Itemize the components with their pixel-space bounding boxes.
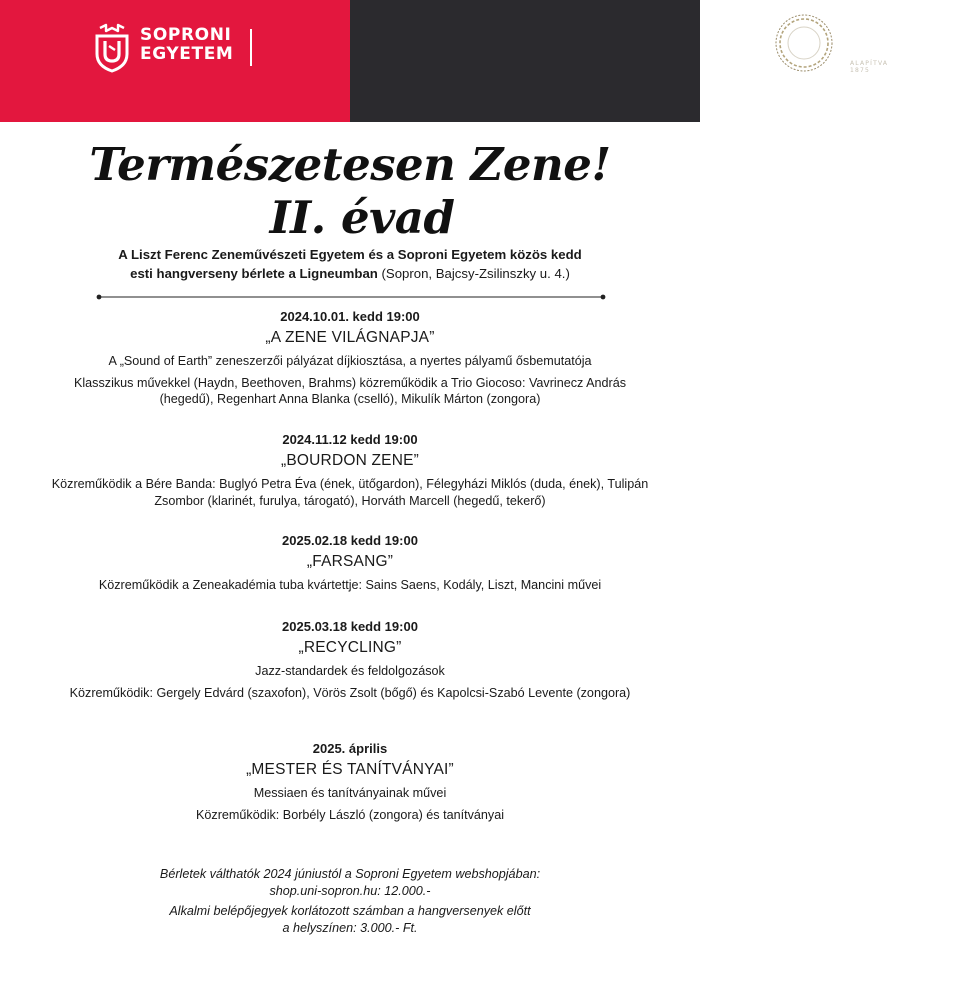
single-ticket-line-1: Alkalmi belépőjegyek korlátozott számban a hangversenyek előtt bbox=[169, 904, 531, 918]
title-part-2: II. évad bbox=[269, 191, 455, 244]
event-title: „A ZENE VILÁGNAPJA” bbox=[265, 329, 435, 346]
laurel-wreath-logo-icon bbox=[773, 12, 835, 74]
event-title: „RECYCLING” bbox=[298, 639, 402, 656]
event-4 bbox=[50, 619, 650, 701]
event-performers: Közreműködik a Bére Banda: Buglyó Petra Éva (ének, ütőgardon), Félegyházi Miklós (duda, ének), Tulipán Zsombor (klarinét, furulya, tárogató), Horváth Marcell (hegedű, tekerő) bbox=[51, 477, 649, 508]
wordmark-line-2: EGYETEM bbox=[140, 44, 234, 64]
event-performers: Közreműködik: Gergely Edvárd (szaxofon), Vörös Zsolt (bőgő) és Kapolcsi-Szabó Levente (zongora) bbox=[69, 685, 631, 700]
event-performers: Közreműködik: Borbély László (zongora) és tanítványai bbox=[196, 807, 504, 822]
event-title: „FARSANG” bbox=[306, 553, 394, 570]
event-description: Messiaen és tanítványainak művei bbox=[253, 786, 447, 800]
season-ticket-line-2: shop.uni-sopron.hu: 12.000.- bbox=[269, 884, 431, 898]
event-performers: Közreműködik a Zeneakadémia tuba kvártettje: Sains Saens, Kodály, Liszt, Mancini művei bbox=[98, 578, 602, 592]
zeneakademia-founded: ALAPÍTVA 1875 bbox=[850, 60, 889, 74]
event-title: „MESTER ÉS TANÍTVÁNYAI” bbox=[246, 761, 454, 778]
event-5 bbox=[50, 741, 650, 823]
intro-bold-line-1: A Liszt Ferenc Zeneművészeti Egyetem és a Soproni Egyetem közös kedd bbox=[118, 247, 582, 262]
event-date: 2025. április bbox=[312, 741, 388, 756]
event-title: „BOURDON ZENE” bbox=[281, 452, 419, 469]
shield-u-logo-icon bbox=[94, 24, 130, 72]
intro-venue-address: (Sopron, Bajcsy-Zsilinszky u. 4.) bbox=[377, 266, 570, 281]
event-date: 2025.03.18 kedd 19:00 bbox=[282, 619, 418, 634]
event-date: 2024.10.01. kedd 19:00 bbox=[280, 309, 420, 324]
soproni-egyetem-panel bbox=[0, 0, 350, 122]
event-date: 2024.11.12 kedd 19:00 bbox=[282, 432, 418, 447]
page-title bbox=[0, 138, 700, 244]
soproni-egyetem-wordmark bbox=[140, 26, 233, 64]
intro-paragraph bbox=[60, 245, 640, 283]
event-date: 2025.02.18 kedd 19:00 bbox=[282, 533, 418, 548]
event-3 bbox=[50, 533, 650, 594]
wordmark-line-1: SOPRONI bbox=[140, 25, 232, 45]
intro-bold-line-2: esti hangverseny bérlete a Ligneumban bbox=[130, 266, 378, 281]
logo-divider bbox=[250, 29, 252, 66]
season-ticket-info bbox=[100, 866, 600, 900]
zeneakademia-panel bbox=[350, 0, 979, 122]
season-ticket-line-1: Bérletek válthatók 2024 júniustól a Soproni Egyetem webshopjában: bbox=[159, 867, 541, 881]
event-1 bbox=[50, 309, 650, 408]
header-banner bbox=[0, 0, 979, 122]
ticket-info bbox=[100, 866, 600, 937]
single-ticket-line-2: a helyszínen: 3.000.- Ft. bbox=[282, 921, 418, 935]
event-2 bbox=[50, 432, 650, 509]
event-performers: Klasszikus művekkel (Haydn, Beethoven, Brahms) közreműködik a Trio Giocoso: Vavrinecz András (hegedű), Regenhart Anna Blanka (cselló), Mikulík Márton (zongora) bbox=[73, 375, 627, 406]
single-ticket-info bbox=[100, 903, 600, 937]
event-description: A „Sound of Earth” zeneszerzői pályázat díjkiosztása, a nyertes pályamű ősbemutatója bbox=[108, 354, 592, 368]
event-description: Jazz-standardek és feldolgozások bbox=[255, 664, 445, 678]
title-part-1: Természetesen Zene! bbox=[89, 138, 611, 191]
section-divider bbox=[96, 294, 606, 300]
zeneakademia-wordmark: ZENEAKADÉMIA bbox=[850, 38, 979, 56]
